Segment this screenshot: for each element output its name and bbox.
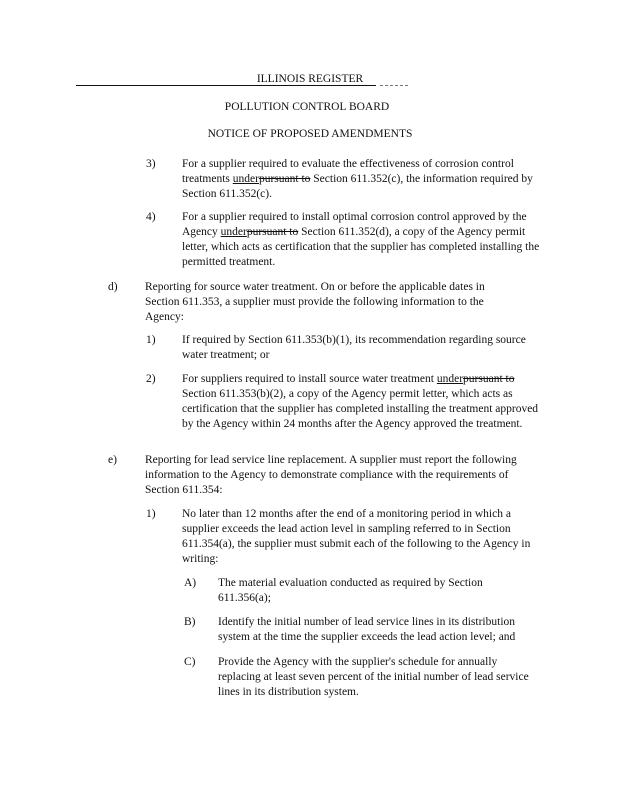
header-rule — [76, 85, 376, 86]
item-4-text-end: Section 611.352(d), a copy of the Agency permit letter, which acts as certification that the supplier has completed installing the permitted treatment. — [182, 226, 540, 268]
section-d-text: Reporting for source water treatment. On or before the applicable dates in Section 611.353, a supplier must provide the following information to the Agency: — [145, 281, 485, 323]
deleted-text: pursuant to — [246, 226, 299, 238]
inserted-text: under — [232, 173, 259, 185]
item-3-text — [182, 157, 546, 202]
item-3-label: 3) — [146, 158, 156, 170]
item-4-label: 4) — [146, 211, 156, 223]
item-d1-label: 1) — [146, 334, 156, 346]
header-rule-dashed-end — [380, 85, 408, 86]
item-d2-text-start: For suppliers required to install source water treatment — [182, 373, 437, 385]
item-e1-label: 1) — [146, 508, 156, 520]
inserted-text: under — [436, 373, 464, 385]
item-d2-label: 2) — [146, 373, 156, 385]
item-3-text-end: Section 611.352(c), the information required by Section 611.352(c). — [182, 173, 533, 200]
item-3-text-start: For a supplier required to evaluate the effectiveness of corrosion control treatments — [182, 158, 514, 185]
item-d1-text: If required by Section 611.353(b)(1), its recommendation regarding source water treatment; or — [182, 334, 526, 361]
item-4-text-start: For a supplier required to install optimal corrosion control approved by the Agency — [182, 211, 527, 238]
item-eA-text: The material evaluation conducted as required by Section 611.356(a); — [218, 577, 483, 604]
item-eB-label: B) — [184, 616, 196, 628]
section-d-label: d) — [108, 281, 118, 293]
deleted-text: pursuant to — [258, 173, 311, 185]
item-eB-text: Identify the initial number of lead service lines in its distribution system at the time the supplier exceeds the lead action level; and — [218, 616, 516, 643]
register-title: ILLINOIS REGISTER — [256, 73, 364, 85]
notice-title: NOTICE OF PROPOSED AMENDMENTS — [207, 128, 413, 140]
section-e-text: Reporting for lead service line replacement. A supplier must report the following information to the Agency to demonstrate compliance with the requirements of Section 611.354: — [145, 454, 517, 496]
item-d2-text — [182, 372, 544, 432]
item-4-text — [182, 210, 546, 270]
item-eC-label: C) — [184, 656, 196, 668]
deleted-text: pursuant to — [463, 373, 515, 385]
item-d2-text-end: Section 611.353(b)(2), a copy of the Agency permit letter, which acts as certification that the supplier has completed installing the treatment approved by the Agency within 24 months after the Agency approved the treatment. — [182, 388, 539, 430]
item-eC-text: Provide the Agency with the supplier's schedule for annually replacing at least seven percent of the initial number of lead service lines in its distribution system. — [218, 656, 529, 698]
item-e1-text: No later than 12 months after the end of a monitoring period in which a supplier exceeds the lead action level in sampling referred to in Section 611.354(a), the supplier must submit each of the following to the Agency in writing: — [182, 508, 531, 565]
section-e-label: e) — [108, 454, 117, 466]
inserted-text: under — [220, 226, 247, 238]
item-eA-label: A) — [184, 577, 197, 589]
board-title: POLLUTION CONTROL BOARD — [224, 101, 390, 113]
